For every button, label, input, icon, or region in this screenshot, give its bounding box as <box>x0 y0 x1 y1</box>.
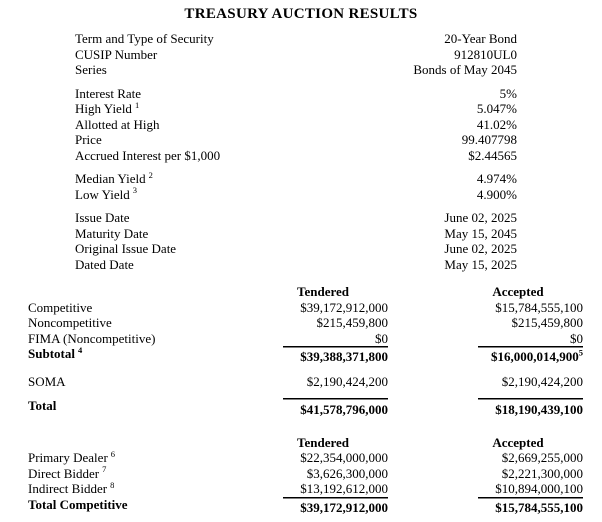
page-title: TREASURY AUCTION RESULTS <box>184 6 418 22</box>
footnote-marker: 4 <box>77 344 83 355</box>
footnote-marker: 6 <box>110 448 116 459</box>
info-value: 4.900% <box>476 186 517 202</box>
tendered-value: $39,172,912,000 <box>258 497 388 516</box>
tendered-value: $2,190,424,200 <box>306 373 388 389</box>
column-header-tendered: Tendered <box>296 284 349 299</box>
info-label: Low Yield $^3$ <box>75 185 138 202</box>
info-value: June 02, 2025 <box>444 241 517 256</box>
info-label: Dated Date <box>75 256 134 272</box>
row-label: Subtotal $^4$ <box>28 344 83 361</box>
info-row-series <box>0 62 602 78</box>
info-label: Price <box>75 132 102 147</box>
row-soma <box>0 374 602 390</box>
info-row-maturity-date <box>0 226 602 242</box>
info-label: CUSIP Number <box>75 46 158 62</box>
info-value: 41.02% <box>476 116 517 132</box>
row-label: Primary Dealer $^6$ <box>28 448 116 465</box>
info-value: 20-Year Bond <box>444 31 517 46</box>
info-label: Allotted at High <box>75 116 160 132</box>
column-header-accepted: Accepted <box>492 284 544 299</box>
info-label: Series <box>75 62 107 77</box>
info-row-price <box>0 132 602 148</box>
row-total <box>0 398 602 418</box>
info-label: Accrued Interest per $1,000 <box>75 147 221 163</box>
info-label: Maturity Date <box>75 225 149 241</box>
footnote-marker: 8 <box>110 479 115 490</box>
accepted-value: $2,221,300,000 <box>501 465 583 481</box>
info-row-cusip <box>0 47 602 63</box>
info-value: Bonds of May 2045 <box>413 62 517 77</box>
info-label: High Yield $^1$ <box>75 99 140 116</box>
column-header-tendered: Tendered <box>296 434 349 450</box>
info-row-interest-rate <box>0 86 602 102</box>
row-direct-bidder <box>0 466 602 482</box>
info-value: 4.974% <box>476 171 517 186</box>
security-identity-section <box>0 31 602 78</box>
row-noncompetitive <box>0 315 602 331</box>
info-value: 5.047% <box>476 101 517 116</box>
info-value: $2.44565 <box>468 147 517 163</box>
row-label: Noncompetitive <box>28 315 112 330</box>
row-label: Direct Bidder $^7$ <box>28 464 107 481</box>
info-row-allotted-at-high <box>0 117 602 133</box>
row-label: Competitive <box>28 299 93 315</box>
accepted-value: $0 <box>570 330 583 346</box>
info-label: Interest Rate <box>75 85 142 101</box>
tendered-value: $39,172,912,000 <box>300 299 388 315</box>
info-row-issue-date <box>0 210 602 226</box>
info-value: May 15, 2045 <box>444 225 517 241</box>
accepted-value: $215,459,800 <box>511 315 583 330</box>
median-low-yield-section <box>0 171 602 202</box>
row-total-competitive <box>0 497 602 516</box>
tendered-value: $0 <box>375 330 388 346</box>
info-value: 99.407798 <box>461 132 517 147</box>
info-value: 5% <box>499 85 517 101</box>
info-value: 912810UL0 <box>454 46 517 62</box>
table-header-row <box>0 435 602 451</box>
info-label: Median Yield $^2$ <box>75 169 153 186</box>
accepted-value: $2,669,255,000 <box>501 450 583 465</box>
tendered-value: $41,578,796,000 <box>258 398 388 418</box>
accepted-value: $18,190,439,100 <box>453 398 583 418</box>
info-row-accrued-interest <box>0 148 602 164</box>
info-label: Term and Type of Security <box>75 31 214 46</box>
tendered-value: $3,626,300,000 <box>306 465 388 481</box>
table-header-row <box>0 284 602 300</box>
info-row-median-yield <box>0 171 602 187</box>
row-indirect-bidder <box>0 481 602 497</box>
tendered-value: $215,459,800 <box>316 315 388 330</box>
bidders-table <box>0 435 602 516</box>
accepted-value: $15,784,555,100 <box>495 299 583 315</box>
info-value: May 15, 2025 <box>444 256 517 272</box>
tenders-accepted-table <box>0 284 602 418</box>
row-label: FIMA (Noncompetitive) <box>28 330 156 346</box>
row-label: SOMA <box>28 373 66 389</box>
footnote-marker: 7 <box>102 464 107 475</box>
tendered-value: $39,388,371,800 <box>258 346 388 365</box>
info-row-original-issue-date <box>0 241 602 257</box>
info-label: Original Issue Date <box>75 241 177 256</box>
tendered-value: $22,354,000,000 <box>300 450 388 465</box>
row-primary-dealer <box>0 450 602 466</box>
footnote-marker: 2 <box>148 169 153 180</box>
dates-section <box>0 210 602 272</box>
row-label: Indirect Bidder $^8$ <box>28 479 115 496</box>
tendered-value: $13,192,612,000 <box>300 481 388 496</box>
row-fima-noncompetitive <box>0 331 602 347</box>
footnote-marker: 5 <box>578 347 583 358</box>
footnote-marker: 3 <box>132 185 138 196</box>
info-value: June 02, 2025 <box>444 210 517 225</box>
info-row-term-type <box>0 31 602 47</box>
rate-yield-section <box>0 86 602 164</box>
column-header-accepted: Accepted <box>492 434 544 450</box>
info-row-high-yield <box>0 101 602 117</box>
row-competitive <box>0 300 602 316</box>
info-row-dated-date <box>0 257 602 273</box>
info-row-low-yield <box>0 187 602 203</box>
row-subtotal <box>0 346 602 365</box>
row-label: Total Competitive <box>28 496 128 512</box>
accepted-value: $2,190,424,200 <box>501 373 583 389</box>
accepted-value: $16,000,014,900$^5$ <box>453 346 583 365</box>
footnote-marker: 1 <box>134 99 140 110</box>
accepted-value: $10,894,000,100 <box>495 481 583 496</box>
info-label: Issue Date <box>75 210 130 225</box>
row-label: Total <box>28 398 57 413</box>
accepted-value: $15,784,555,100 <box>453 497 583 516</box>
